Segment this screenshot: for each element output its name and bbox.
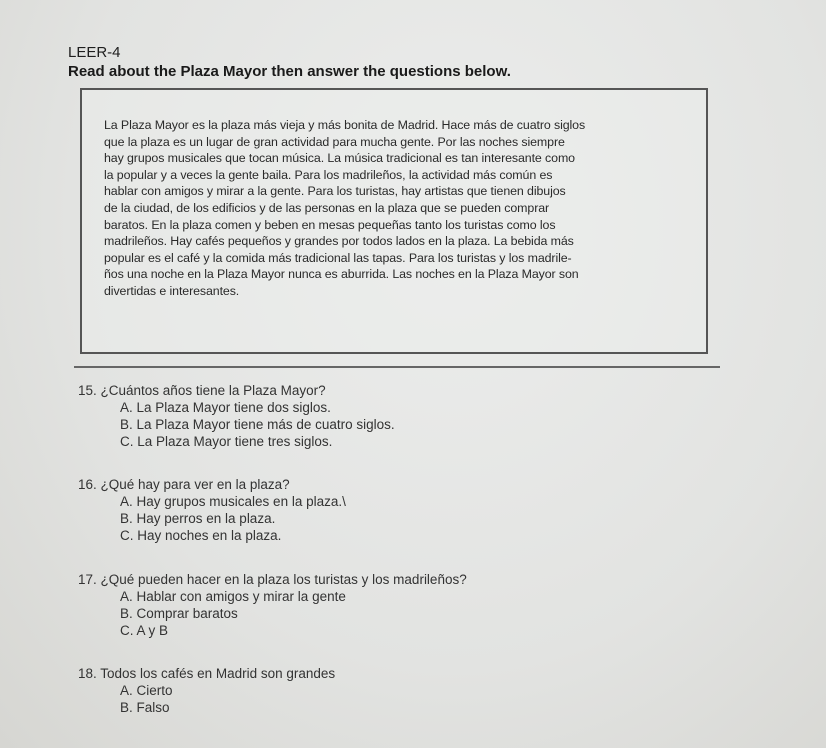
question-15 — [78, 382, 718, 450]
reading-passage — [104, 117, 700, 300]
answer-option-c[interactable]: C. La Plaza Mayor tiene tres siglos. — [120, 434, 333, 449]
answer-option-a[interactable]: A. La Plaza Mayor tiene dos siglos. — [120, 400, 331, 415]
answer-option-a[interactable]: A. Hablar con amigos y mirar la gente — [120, 589, 346, 604]
section-divider — [74, 366, 720, 368]
section-code: LEER-4 — [68, 44, 121, 61]
answer-option-a[interactable]: A. Hay grupos musicales en la plaza.\ — [120, 494, 346, 509]
passage-line: baratos. En la plaza comen y beben en mesas pequeñas tanto los turistas como los — [104, 217, 556, 232]
question-text: 16. ¿Qué hay para ver en la plaza? — [78, 477, 290, 492]
passage-line: divertidas e interesantes. — [104, 283, 240, 298]
question-text: 18. Todos los cafés en Madrid son grandes — [78, 666, 336, 681]
passage-line: hablar con amigos y mirar a la gente. Para los turistas, hay artistas que tienen dibujos — [104, 184, 566, 199]
answer-option-b[interactable]: B. La Plaza Mayor tiene más de cuatro siglos. — [120, 417, 395, 432]
passage-line: hay grupos musicales que tocan música. La música tradicional es tan interesante como — [104, 151, 575, 166]
answer-option-a[interactable]: A. Cierto — [120, 683, 173, 698]
question-18 — [78, 665, 718, 716]
passage-line: ños una noche en la Plaza Mayor nunca es aburrida. Las noches en la Plaza Mayor son — [104, 267, 579, 282]
answer-option-c[interactable]: C. A y B — [120, 623, 169, 638]
reading-passage-box — [80, 88, 708, 354]
answer-option-b[interactable]: B. Falso — [120, 700, 170, 715]
question-17 — [78, 571, 718, 639]
answer-option-c[interactable]: C. Hay noches en la plaza. — [120, 528, 282, 543]
passage-line: La Plaza Mayor es la plaza más vieja y más bonita de Madrid. Hace más de cuatro siglos — [104, 118, 586, 132]
answer-option-b[interactable]: B. Hay perros en la plaza. — [120, 511, 276, 526]
passage-line: que la plaza es un lugar de gran actividad para mucha gente. Por las noches siempre — [104, 134, 565, 149]
passage-line: de la ciudad, de los edificios y de las personas en la plaza que se pueden comprar — [104, 200, 550, 215]
passage-line: la popular y a veces la gente baila. Para los madrileños, la actividad más común es — [104, 167, 553, 182]
answer-option-b[interactable]: B. Comprar baratos — [120, 606, 238, 621]
instruction-heading: Read about the Plaza Mayor then answer the questions below. — [68, 63, 511, 80]
question-text: 17. ¿Qué pueden hacer en la plaza los turistas y los madrileños? — [78, 572, 467, 587]
passage-line: popular es el café y la comida más tradicional las tapas. Para los turistas y los madrile- — [104, 250, 572, 265]
passage-line: madrileños. Hay cafés pequeños y grandes por todos lados en la plaza. La bebida más — [104, 234, 574, 249]
question-text: 15. ¿Cuántos años tiene la Plaza Mayor? — [78, 383, 326, 398]
question-16 — [78, 476, 718, 544]
